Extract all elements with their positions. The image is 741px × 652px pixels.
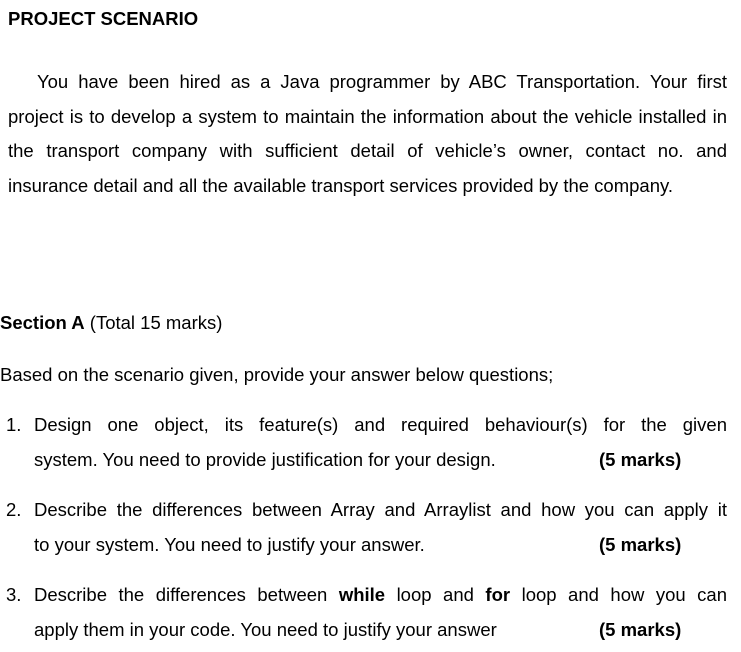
question-line-text: Describe the differences between <box>34 584 339 605</box>
question-line <box>34 577 727 612</box>
question-line-text: to your system. You need to justify your answer. <box>34 534 425 555</box>
marks-label: (5 marks) <box>599 534 682 555</box>
question-line <box>34 527 727 562</box>
question-text <box>34 492 727 562</box>
question-line-text: system. You need to provide justification for your design. <box>34 449 496 470</box>
question-text <box>34 407 727 477</box>
marks-label: (5 marks) <box>599 449 682 470</box>
question-number: 2. <box>6 499 22 520</box>
question-number: 3. <box>6 584 22 605</box>
page-title: PROJECT SCENARIO <box>8 8 199 29</box>
question-line-text: apply them in your code. You need to justify your answer <box>34 619 497 640</box>
question-line: Describe the differences between Array and Arraylist and how you can apply it <box>34 499 727 520</box>
question-line: Design one object, its feature(s) and required behaviour(s) for the given <box>34 414 727 435</box>
keyword-while: while <box>338 584 386 605</box>
keyword-for: for <box>485 584 511 605</box>
question-line-text: loop and <box>385 584 486 605</box>
section-heading <box>0 312 222 334</box>
question-text <box>34 577 727 647</box>
section-total: (Total 15 marks) <box>89 312 223 333</box>
scenario-paragraph: You have been hired as a Java programmer by ABC Transportation. Your first project is to develop a system to maintain the information about the vehicle installed in the transport company with sufficient detail of vehicle’s owner, contact no. and insurance detail and all the available transport services provided by the company. <box>8 71 727 196</box>
section-label: Section A <box>0 312 85 333</box>
instructions-text: Based on the scenario given, provide your answer below questions; <box>0 364 554 385</box>
marks-label: (5 marks) <box>599 619 682 640</box>
question-line <box>34 612 727 647</box>
question-line-text: loop and how you can <box>510 584 728 605</box>
question-line <box>34 442 727 477</box>
question-number: 1. <box>6 414 22 435</box>
